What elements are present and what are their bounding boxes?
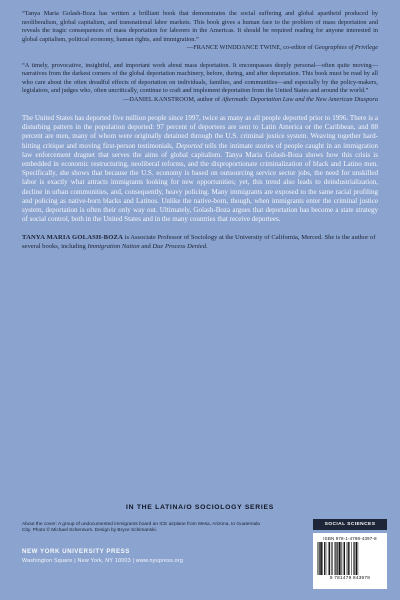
barcode-bar [322, 542, 323, 575]
barcode-bar [353, 542, 354, 575]
barcode-bar [337, 542, 338, 575]
barcode-bar [324, 542, 325, 575]
endorsement-attribution-1 [22, 44, 378, 53]
barcode-bar [329, 542, 330, 575]
barcode-digits: 9 781479 843978 [329, 575, 371, 580]
endorser-work-2: Aftermath: Deportation Law and the New American Diaspora [221, 95, 378, 103]
description-part-2: tells the intimate stories of people caught in an immigration law enforcement dragnet that serves the aims of global capitalism. Tanya Maria Golash-Boza shows how this crisis is embedded in economic restructuring, neoliberal reforms, and the disproportionate criminalization of black and Latino men. Specifically, she shows that because the U.S. economy is based on outsourcing service sector jobs, the need for unskilled labor is exactly what attracts immigrants looking for new opportunities; yet, this trend also leads to deindustrialization, decline in urban communities, and, consequently, heavy policing. Many immigrants are exposed to the same racial profiling and policing as native-born blacks and Latinos. Unlike the native-born, though, when immigrants enter the criminal justice system, deportation is often their only way out. Ultimately, Golash-Boza argues that deportation has become a state strategy of social control, both in the United States and in the many countries that receive deportees. [22, 141, 378, 224]
barcode-bar [356, 542, 357, 575]
bio-part-1: is Associate Professor of Sociology at the University of California, Merced. She is the author of several books, including [22, 234, 376, 251]
barcode-bar [354, 542, 355, 575]
barcode-bar [335, 542, 336, 575]
bio-book-1: Immigration Nation [87, 243, 140, 251]
barcode-bar [358, 542, 359, 575]
cover-text-column [22, 6, 378, 252]
endorser-name-2: —DANIEL KANSTROOM, author of [122, 95, 222, 103]
barcode-icon [317, 542, 383, 575]
barcode-bar [347, 542, 348, 575]
barcode-box [313, 533, 387, 589]
endorser-work-1: Geographies of Privilege [314, 44, 378, 51]
subject-category-label: SOCIAL SCIENCES [313, 519, 387, 530]
barcode-bar [319, 542, 320, 575]
description-part-1: The United States has deported five million people since 1997, twice as many as all people deported prior to 1996. There is a disturbing pattern in the population deported: 97 percent of deportees are sent to Latin America or the Caribbean, and 88 percent are men, many of whom were originally detained through the U.S. criminal justice system. Weaving together hard-hitting critique and moving first-person testimonials, [22, 114, 378, 150]
barcode-bar [341, 542, 342, 575]
endorsement-quote-2: “A timely, provocative, insightful, and important work about mass deportation. It encompasses deeply personal—often quite moving—narratives from the darkest corners of the global deportation machinery, before, during, and after deportation. This book must be read by all who care about the often dreadful effects of deportation on individuals, families, and communities—and especially by the policy-makers, legislators, and judges who, often uncritically, continue to craft and implement deportation from the United States and around the world.” [22, 61, 378, 94]
barcode-bar [339, 542, 341, 575]
author-bio [22, 234, 378, 252]
isbn-text: ISBN 978-1-4798-4397-8 [323, 536, 377, 541]
series-title: IN THE LATINA/O SOCIOLOGY SERIES [126, 504, 274, 511]
bio-book-2: Due Process Denied [152, 243, 206, 251]
barcode-bar [349, 542, 350, 575]
barcode-bar [348, 542, 349, 575]
barcode-bar [328, 542, 329, 575]
publisher-name: NEW YORK UNIVERSITY PRESS [22, 548, 130, 555]
endorser-name-1: —FRANCE WINDDANCE TWINE, co-editor of [186, 44, 315, 51]
barcode-bar [351, 542, 352, 575]
endorsement-attribution-2 [22, 96, 378, 105]
barcode-bar [336, 542, 337, 575]
bio-part-2: and [139, 243, 153, 251]
author-name: TANYA MARIA GOLASH-BOZA [22, 234, 123, 242]
barcode-bar [318, 542, 319, 575]
barcode-bar [331, 542, 332, 575]
book-description [22, 114, 378, 224]
barcode-bar [344, 542, 345, 575]
barcode-bar [320, 542, 322, 575]
endorsement-quote-1: “Tanya Maria Golash-Boza has written a brilliant book that demonstrates the social suffering and global apartheid produced by neoliberalism, global capitalism, and transnational labor markets. This book gives a human face to the problem of mass deportation and reveals the tragic consequences of mass deportation for laborers in the Americas. It should be required reading for anyone interested in global capitalism, political economy, human rights, and immigration.” [22, 10, 378, 43]
description-book-title: Deported [175, 141, 203, 150]
cover-photo-credit: About the cover: A group of undocumented immigrants board an ICE airplane from Mesa, Arizona, to Guatemala City. Photo © Michael Schennum. Design by Bryce Schimanski. [22, 522, 260, 534]
barcode-bar [343, 542, 344, 575]
publisher-block [22, 548, 322, 564]
barcode-bar [326, 542, 327, 575]
bio-part-3: . [205, 243, 208, 251]
barcode-bar [332, 542, 333, 575]
publisher-address: Washington Square | New York, NY 10003 | www.nyupress.org [22, 558, 184, 564]
